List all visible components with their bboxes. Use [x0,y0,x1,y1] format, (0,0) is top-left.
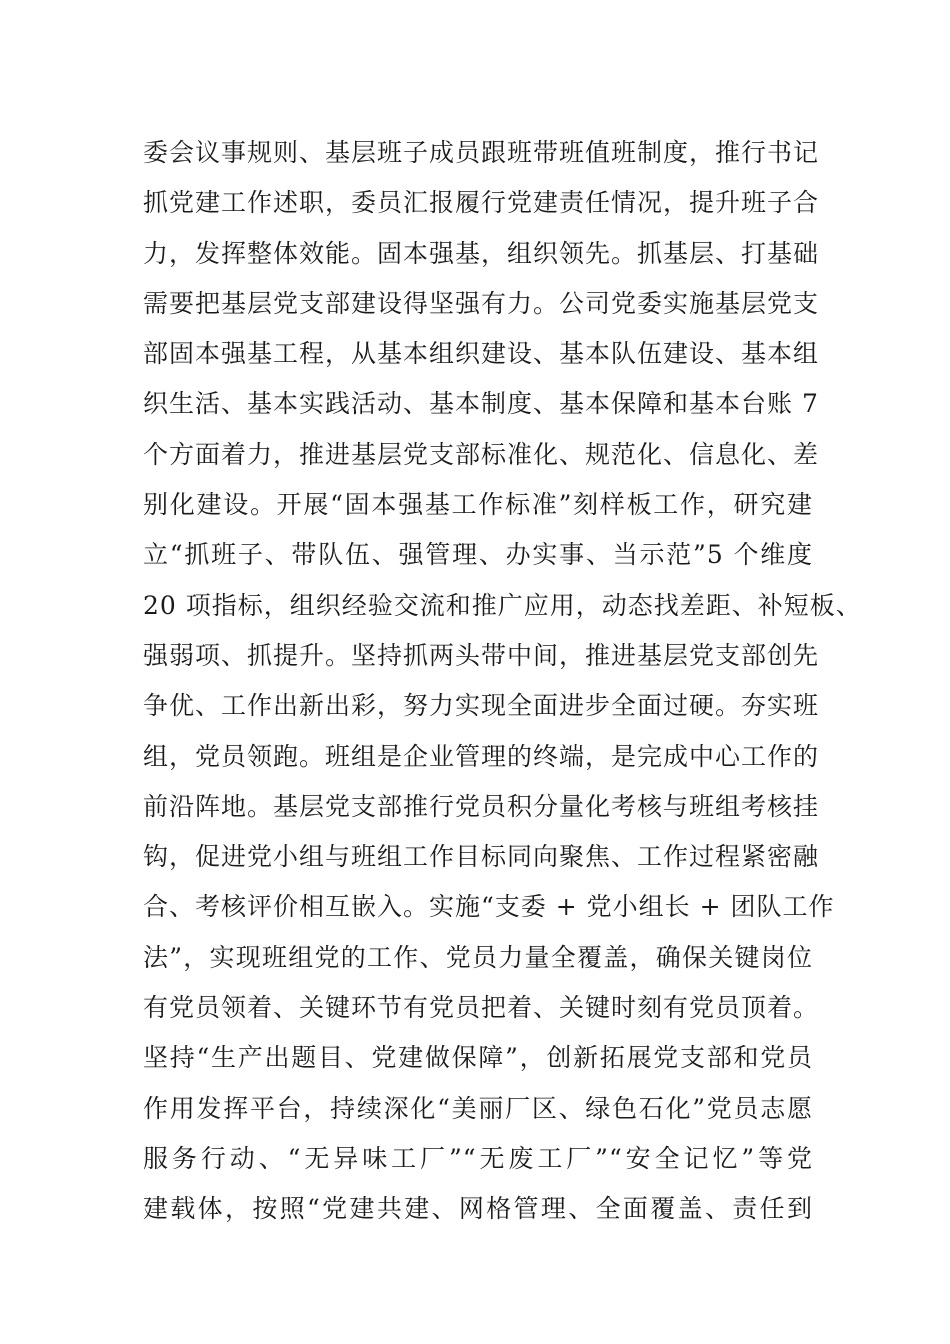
text-line: 坚持“生产出题目、党建做保障”，创新拓展党支部和党员 [143,1043,813,1073]
text-line: 争优、工作出新出彩，努力实现全面进步全面过硬。夯实班 [143,691,820,721]
text-line: 部固本强基工程，从基本组织建设、基本队伍建设、基本组 [143,339,820,369]
text-line: 钩，促进党小组与班组工作目标同向聚焦、工作过程紧密融 [143,842,820,872]
text-line: 法”，实现班组党的工作、党员力量全覆盖，确保关键岗位 [143,942,813,972]
text-line: 作用发挥平台，持续深化“美丽厂区、绿色石化”党员志愿 [143,1093,813,1123]
text-line: 力，发挥整体效能。固本强基，组织领先。抓基层、打基础 [143,238,820,268]
text-line: 合、考核评价相互嵌入。实施“支委 + 党小组长 + 团队工作 [143,892,835,922]
text-line: 组，党员领跑。班组是企业管理的终端，是完成中心工作的 [143,741,820,771]
text-line: 别化建设。开展“固本强基工作标准”刻样板工作，研究建 [143,490,813,520]
text-line: 委会议事规则、基层班子成员跟班带班值班制度，推行书记 [143,138,820,167]
body-text [143,128,862,1235]
text-line: 建载体，按照“党建共建、网格管理、全面覆盖、责任到 [143,1194,813,1224]
text-line: 个方面着力，推进基层党支部标准化、规范化、信息化、差 [143,439,820,469]
text-line: 抓党建工作述职，委员汇报履行党建责任情况，提升班子合 [143,188,820,218]
text-line: 有党员领着、关键环节有党员把着、关键时刻有党员顶着。 [143,993,820,1023]
text-line: 需要把基层党支部建设得坚强有力。公司党委实施基层党支 [143,288,820,318]
text-line: 20 项指标，组织经验交流和推广应用，动态找差距、补短板、 [143,590,862,620]
text-line: 服务行动、“无异味工厂”“无废工厂”“安全记忆”等党 [143,1143,813,1173]
text-line: 前沿阵地。基层党支部推行党员积分量化考核与班组考核挂 [143,791,820,821]
text-line: 织生活、基本实践活动、基本制度、基本保障和基本台账 7 [143,389,819,419]
text-line: 强弱项、抓提升。坚持抓两头带中间，推进基层党支部创先 [143,640,820,670]
text-line: 立“抓班子、带队伍、强管理、办实事、当示范”5 个维度 [143,540,813,570]
